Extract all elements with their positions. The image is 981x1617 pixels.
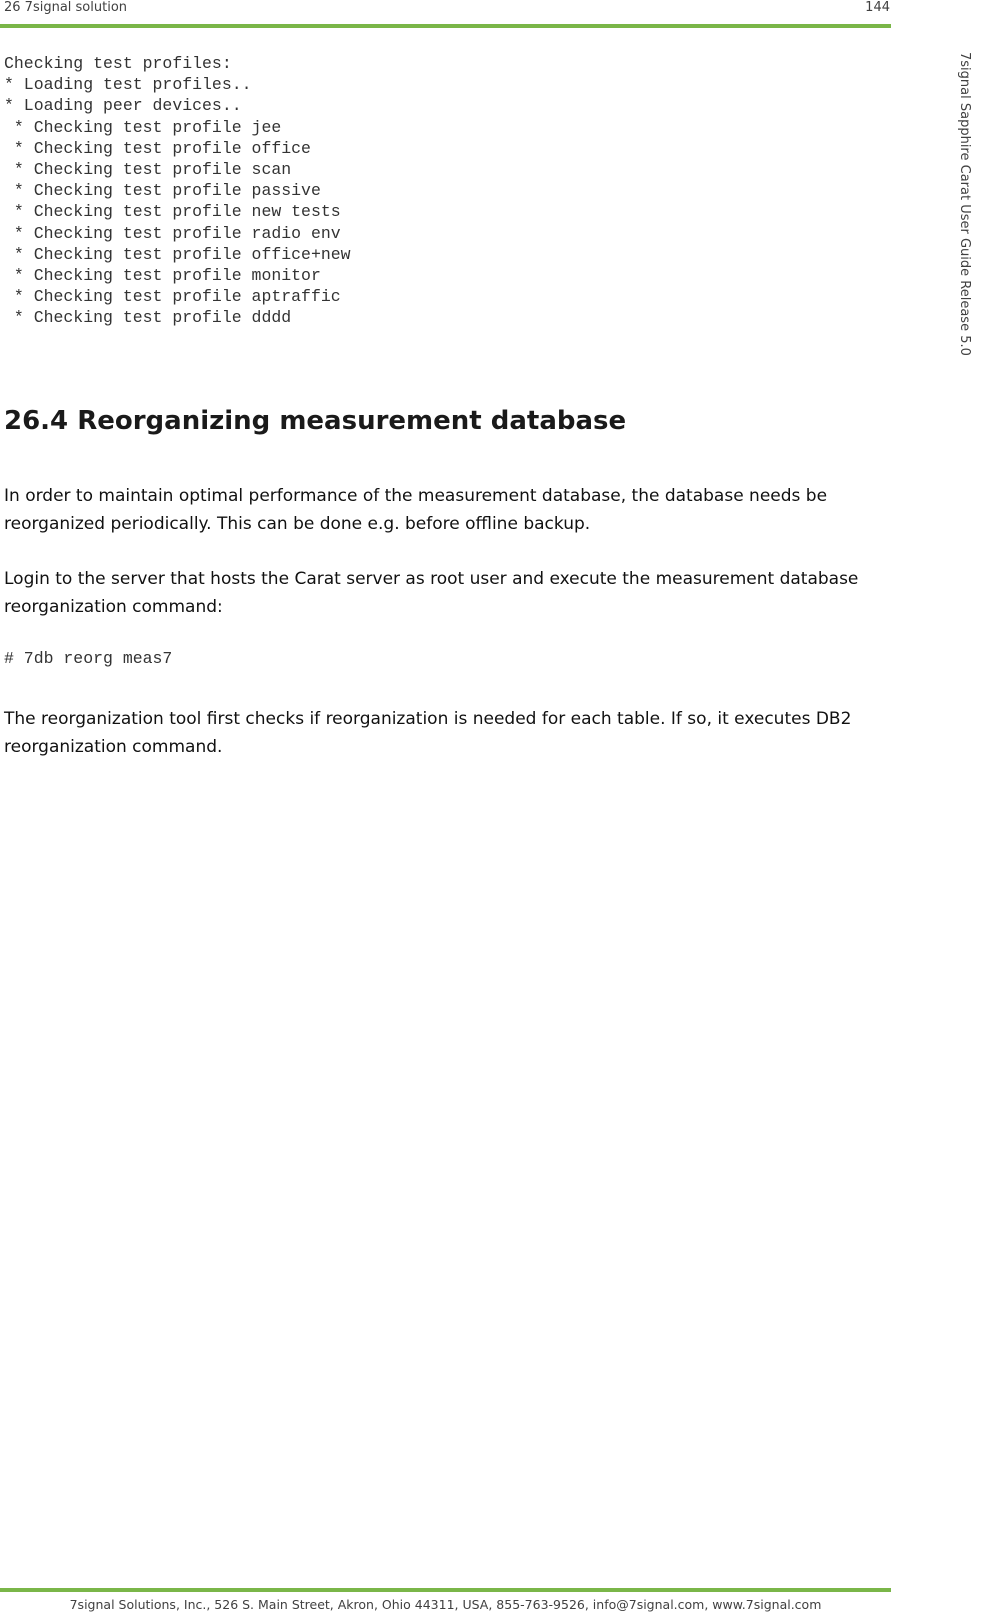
header-divider — [0, 24, 891, 28]
page-number: 144 — [865, 0, 890, 15]
side-document-title: 7signal Sapphire Carat User Guide Release 5.0 — [957, 52, 972, 356]
paragraph-reorg-tool: The reorganization tool first checks if reorganization is needed for each table. If so, it executes DB2 reorganization command. — [4, 709, 852, 757]
footer-contact: 7signal Solutions, Inc., 526 S. Main Street, Akron, Ohio 44311, USA, 855-763-9526, info@7signal.com, www.7signal.com — [69, 1597, 822, 1612]
reorg-command: # 7db reorg meas7 — [4, 649, 173, 668]
header-section-title: 26 7signal solution — [4, 0, 128, 15]
footer-divider — [0, 1588, 891, 1592]
test-profile-output: Checking test profiles: * Loading test profiles.. * Loading peer devices.. * Checking test profile jee * Checking test profile office * Checking test profile scan * Checking test profile passive * Checking test profile new tests * Checking test profile radio env * Checking test profile office+new * Checking test profile monitor * Checking test profile aptraffic * Checking test profile dddd — [4, 54, 351, 328]
paragraph-maintenance: In order to maintain optimal performance of the measurement database, the database needs be reorganized periodically. This can be done e.g. before offline backup. — [4, 486, 828, 534]
paragraph-login: Login to the server that hosts the Carat server as root user and execute the measurement database reorganization command: — [4, 569, 859, 617]
section-heading: 26.4 Reorganizing measurement database — [4, 406, 627, 436]
